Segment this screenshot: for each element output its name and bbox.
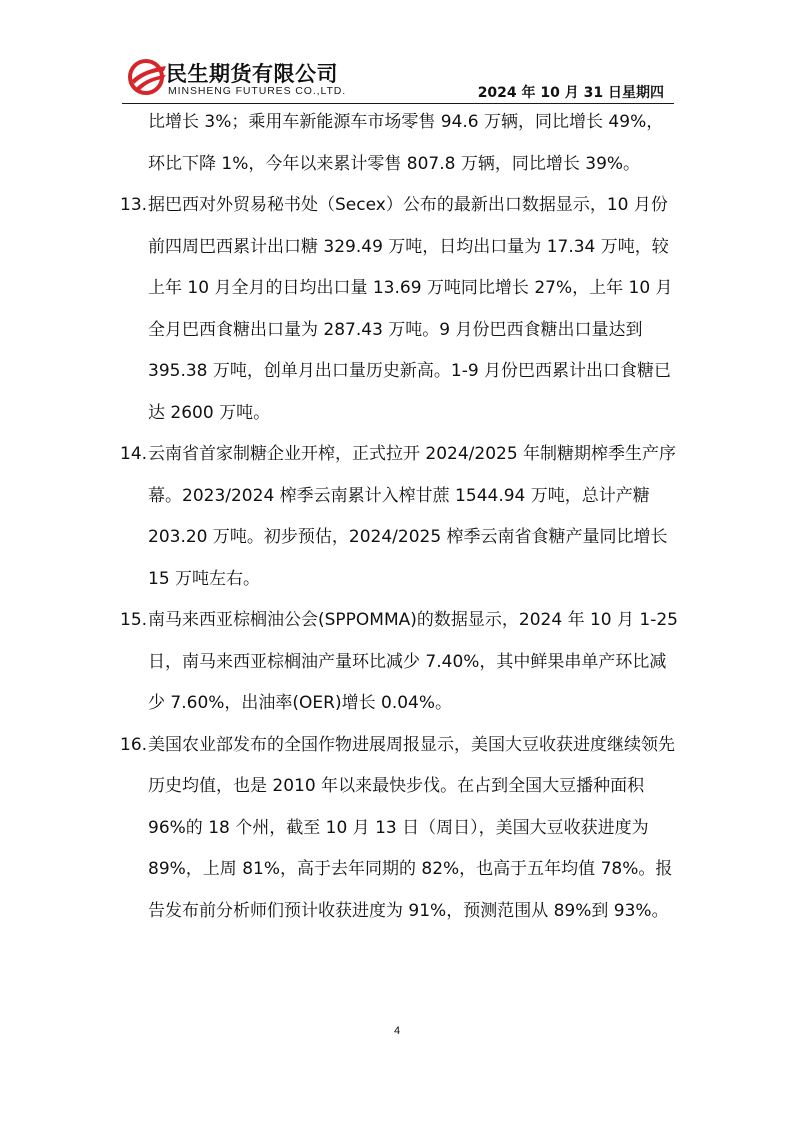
minsheng-logo-icon — [126, 58, 170, 96]
company-name-en: MINSHENG FUTURES CO.,LTD. — [168, 85, 347, 97]
paragraph-text: 据巴西对外贸易秘书处（Secex）公布的最新出口数据显示，10 月份前四周巴西累计出口糖 329.49 万吨，日均出口量为 17.34 万吨，较上年 10 月全月的日均出口量 13.69 万吨同比增长 27%，上年 10 月全月巴西食糖出口量为 287.43 万吨。9 月份巴西食糖出口量达到 395.38 万吨，创单月出口量历史新高。1-9 月份巴西累计出口食糖已达 2600 万吨。 — [148, 195, 673, 423]
company-name-cn: 民生期货有限公司 — [166, 62, 338, 86]
paragraph-number: 13. — [120, 195, 148, 215]
paragraph-text: 南马来西亚棕榈油公会(SPPOMMA)的数据显示，2024 年 10 月 1-25 日，南马来西亚棕榈油产量环比减少 7.40%，其中鲜果串单产环比减少 7.60%，出油率(OER)增长 0.04%。 — [148, 610, 678, 713]
page-header — [122, 52, 674, 104]
paragraph-number: 16. — [120, 734, 148, 755]
paragraph-number: 14. — [120, 444, 148, 464]
paragraph-number: 15. — [120, 610, 148, 630]
report-body — [120, 102, 680, 932]
paragraph-continued — [120, 102, 680, 185]
paragraph-14 — [120, 434, 680, 600]
paragraph-text: 比增长 3%；乘用车新能源车市场零售 94.6 万辆，同比增长 49%，环比下降 1%，今年以来累计零售 807.8 万辆，同比增长 39%。 — [148, 112, 664, 174]
page-number: 4 — [393, 1025, 401, 1037]
paragraph-text: 云南省首家制糖企业开榨，正式拉开 2024/2025 年制糖期榨季生产序幕。2023/2024 榨季云南累计入榨甘蔗 1544.94 万吨，总计产糖 203.20 万吨。初步预估，2024/2025 榨季云南省食糖产量同比增长 15 万吨左右。 — [148, 444, 677, 589]
paragraph-text: 美国农业部发布的全国作物进展周报显示，美国大豆收获进度继续领先历史均值，也是 2010 年以来最快步伐。在占到全国大豆播种面积 96%的 18 个州，截至 10 月 13 日（周日），美国大豆收获进度为 89%，上周 81%，高于去年同期的 82%，也高于五年均值 78%。报告发布前分析师们预计收获进度为 91%，预测范围从 89%到 93%。 — [148, 734, 675, 921]
paragraph-15 — [120, 600, 680, 725]
paragraph-16 — [120, 725, 680, 933]
report-date: 2024 年 10 月 31 日星期四 — [477, 85, 664, 101]
paragraph-13 — [120, 185, 680, 434]
